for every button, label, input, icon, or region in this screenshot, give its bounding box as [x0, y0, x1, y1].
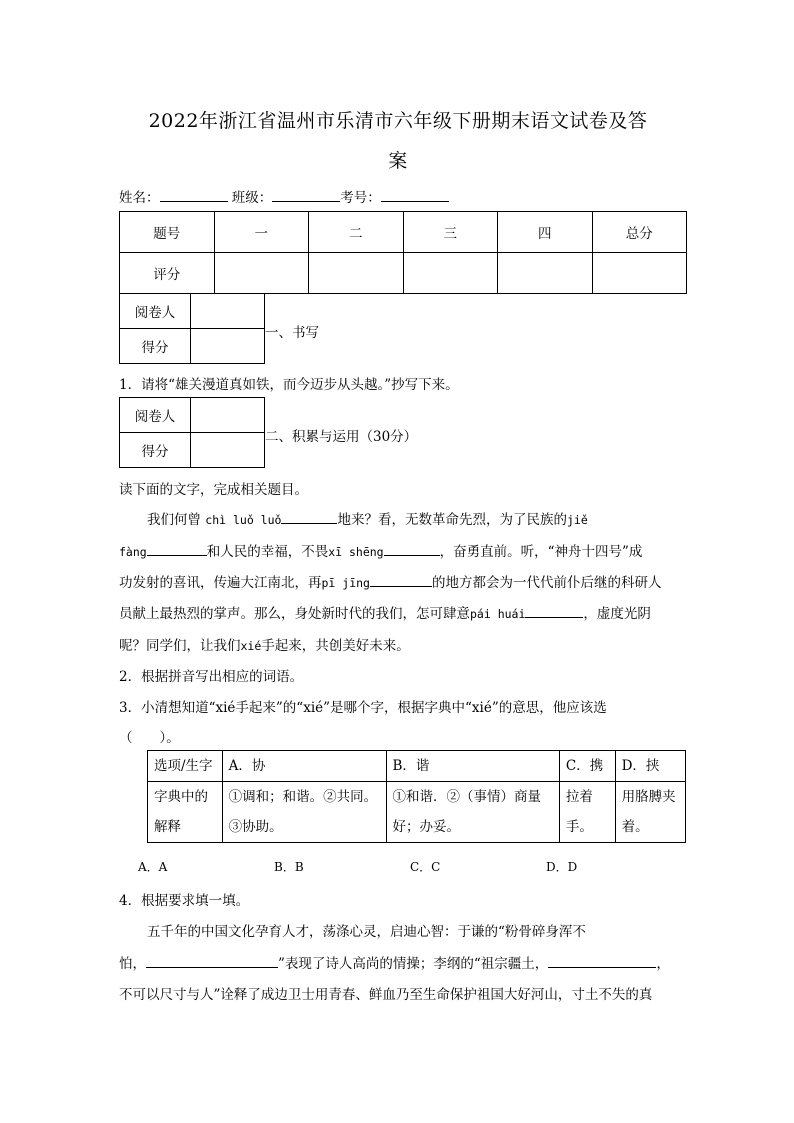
class-blank[interactable]	[272, 187, 340, 202]
fill-text: ”表现了诗人高尚的情操；李纲的“祖宗疆土，	[278, 956, 549, 972]
score-cell[interactable]	[309, 253, 404, 294]
dictionary-table	[147, 750, 686, 843]
pinyin: pī jīng	[321, 576, 370, 590]
reviewer-cell[interactable]	[191, 398, 265, 433]
fill-in-line: 不可以尺寸与人”诠释了成边卫士用青春、鲜血乃至生命保护祖国大好河山，寸土不失的真	[119, 987, 653, 1003]
pinyin: pái huái	[470, 607, 526, 621]
score-label: 得分	[120, 329, 191, 364]
score-cell[interactable]	[191, 433, 265, 468]
passage-line	[119, 540, 642, 560]
grader-box-2	[119, 397, 265, 468]
question-3-bracket: （ ）。	[119, 730, 180, 746]
option-c-definition: 拉着手。	[559, 782, 615, 843]
choice-c[interactable]: C．C	[410, 860, 441, 874]
passage-text: 的地方都会为一代代前仆后继的科研人	[431, 575, 662, 591]
score-cell[interactable]	[214, 253, 309, 294]
name-label: 姓名：	[119, 190, 160, 206]
definition-row-label: 字典中的解释	[148, 782, 223, 843]
pinyin: fàng	[119, 545, 147, 559]
score-cell[interactable]	[498, 253, 593, 294]
pinyin: jiě	[566, 513, 588, 527]
section-heading-2: 二、积累与运用（30分）	[265, 429, 418, 445]
class-label: 班级：	[231, 190, 273, 206]
option-a-definition: ①调和；和谐。②共同。③协助。	[222, 782, 386, 843]
option-header-cell: 选项/生字	[148, 751, 223, 782]
reviewer-label: 阅卷人	[120, 294, 191, 329]
score-header-cell: 四	[498, 212, 593, 253]
score-cell[interactable]	[191, 329, 265, 364]
answer-blank[interactable]	[147, 541, 207, 556]
fill-in-line: 五千年的中国文化孕育人才，荡涤心灵，启迪心智：于谦的“粉骨碎身浑不	[147, 924, 586, 940]
answer-blank[interactable]	[548, 953, 656, 968]
option-b-definition: ①和谐．②（事情）商量好；办妥。	[386, 782, 559, 843]
score-row-label: 评分	[120, 253, 215, 294]
passage-text: ，虚度光阴	[583, 606, 651, 622]
dictionary-table-row	[148, 782, 686, 843]
passage-text: 员献上最热烈的掌声。那么，身处新时代的我们，怎可肆意	[119, 606, 470, 622]
option-c-head: C．携	[559, 751, 615, 782]
passage-text: 手起来，共创美好未来。	[261, 638, 410, 654]
question-2: 2．根据拼音写出相应的词语。	[119, 669, 304, 685]
score-header-cell: 一	[214, 212, 309, 253]
reading-instruction: 读下面的文字，完成相关题目。	[119, 482, 308, 498]
question-1: 1．请将“雄关漫道真如铁，而今迈步从头越。”抄写下来。	[119, 377, 459, 393]
passage-text: ，奋勇直前。听，“神舟十四号”成	[439, 544, 643, 560]
passage-text: 地来？看，无数革命先烈，为了民族的	[337, 512, 567, 528]
student-info	[119, 186, 449, 206]
passage-line	[147, 508, 588, 528]
passage-text: 功发射的喜讯，传遍大江南北，再	[119, 575, 322, 591]
passage-text: 我们何曾	[147, 512, 206, 528]
number-blank[interactable]	[381, 187, 449, 202]
fill-in-line	[119, 952, 670, 972]
passage-line	[119, 602, 651, 622]
grader-box-1	[119, 293, 265, 364]
pinyin: xié	[240, 639, 262, 653]
score-header-cell: 三	[403, 212, 498, 253]
pinyin: xī shēng	[328, 545, 384, 559]
section-heading-1: 一、书写	[265, 325, 319, 341]
question-4: 4．根据要求填一填。	[119, 893, 250, 909]
answer-blank[interactable]	[281, 509, 337, 524]
score-label: 得分	[120, 433, 191, 468]
score-table-row	[120, 253, 687, 294]
reviewer-label: 阅卷人	[120, 398, 191, 433]
fill-text: ，	[656, 956, 670, 972]
answer-blank[interactable]	[370, 572, 432, 587]
score-header-cell: 二	[309, 212, 404, 253]
score-header-cell: 题号	[120, 212, 215, 253]
question-3: 3．小清想知道“xié手起来”的“xié”是哪个字，根据字典中“xié”的意思，他应该选	[119, 700, 607, 716]
option-d-definition: 用胳膊夹着。	[615, 782, 685, 843]
number-label: 考号：	[340, 190, 381, 206]
score-table-header	[120, 212, 687, 253]
fill-text: 怕，	[119, 956, 146, 972]
pinyin: chì luǒ luǒ	[205, 513, 282, 527]
score-header-cell: 总分	[592, 212, 687, 253]
choice-a[interactable]: A．A	[138, 860, 168, 874]
option-a-head: A．协	[222, 751, 386, 782]
score-cell[interactable]	[403, 253, 498, 294]
answer-blank[interactable]	[525, 603, 583, 618]
name-blank[interactable]	[160, 187, 228, 202]
score-cell[interactable]	[592, 253, 687, 294]
page-title-continued: 案	[388, 150, 408, 172]
dictionary-table-header	[148, 751, 686, 782]
passage-line	[119, 634, 410, 654]
choice-d[interactable]: D．D	[546, 860, 578, 874]
passage-line	[119, 571, 661, 591]
answer-blank[interactable]	[384, 541, 440, 556]
answer-blank[interactable]	[146, 953, 278, 968]
option-d-head: D．挟	[615, 751, 685, 782]
option-b-head: B．谐	[386, 751, 559, 782]
score-table	[119, 211, 687, 294]
reviewer-cell[interactable]	[191, 294, 265, 329]
passage-text: 和人民的幸福，不畏	[206, 544, 329, 560]
page-title: 2022年浙江省温州市乐清市六年级下册期末语文试卷及答	[148, 110, 648, 132]
passage-text: 呢？同学们，让我们	[119, 638, 241, 654]
choice-b[interactable]: B．B	[274, 860, 304, 874]
